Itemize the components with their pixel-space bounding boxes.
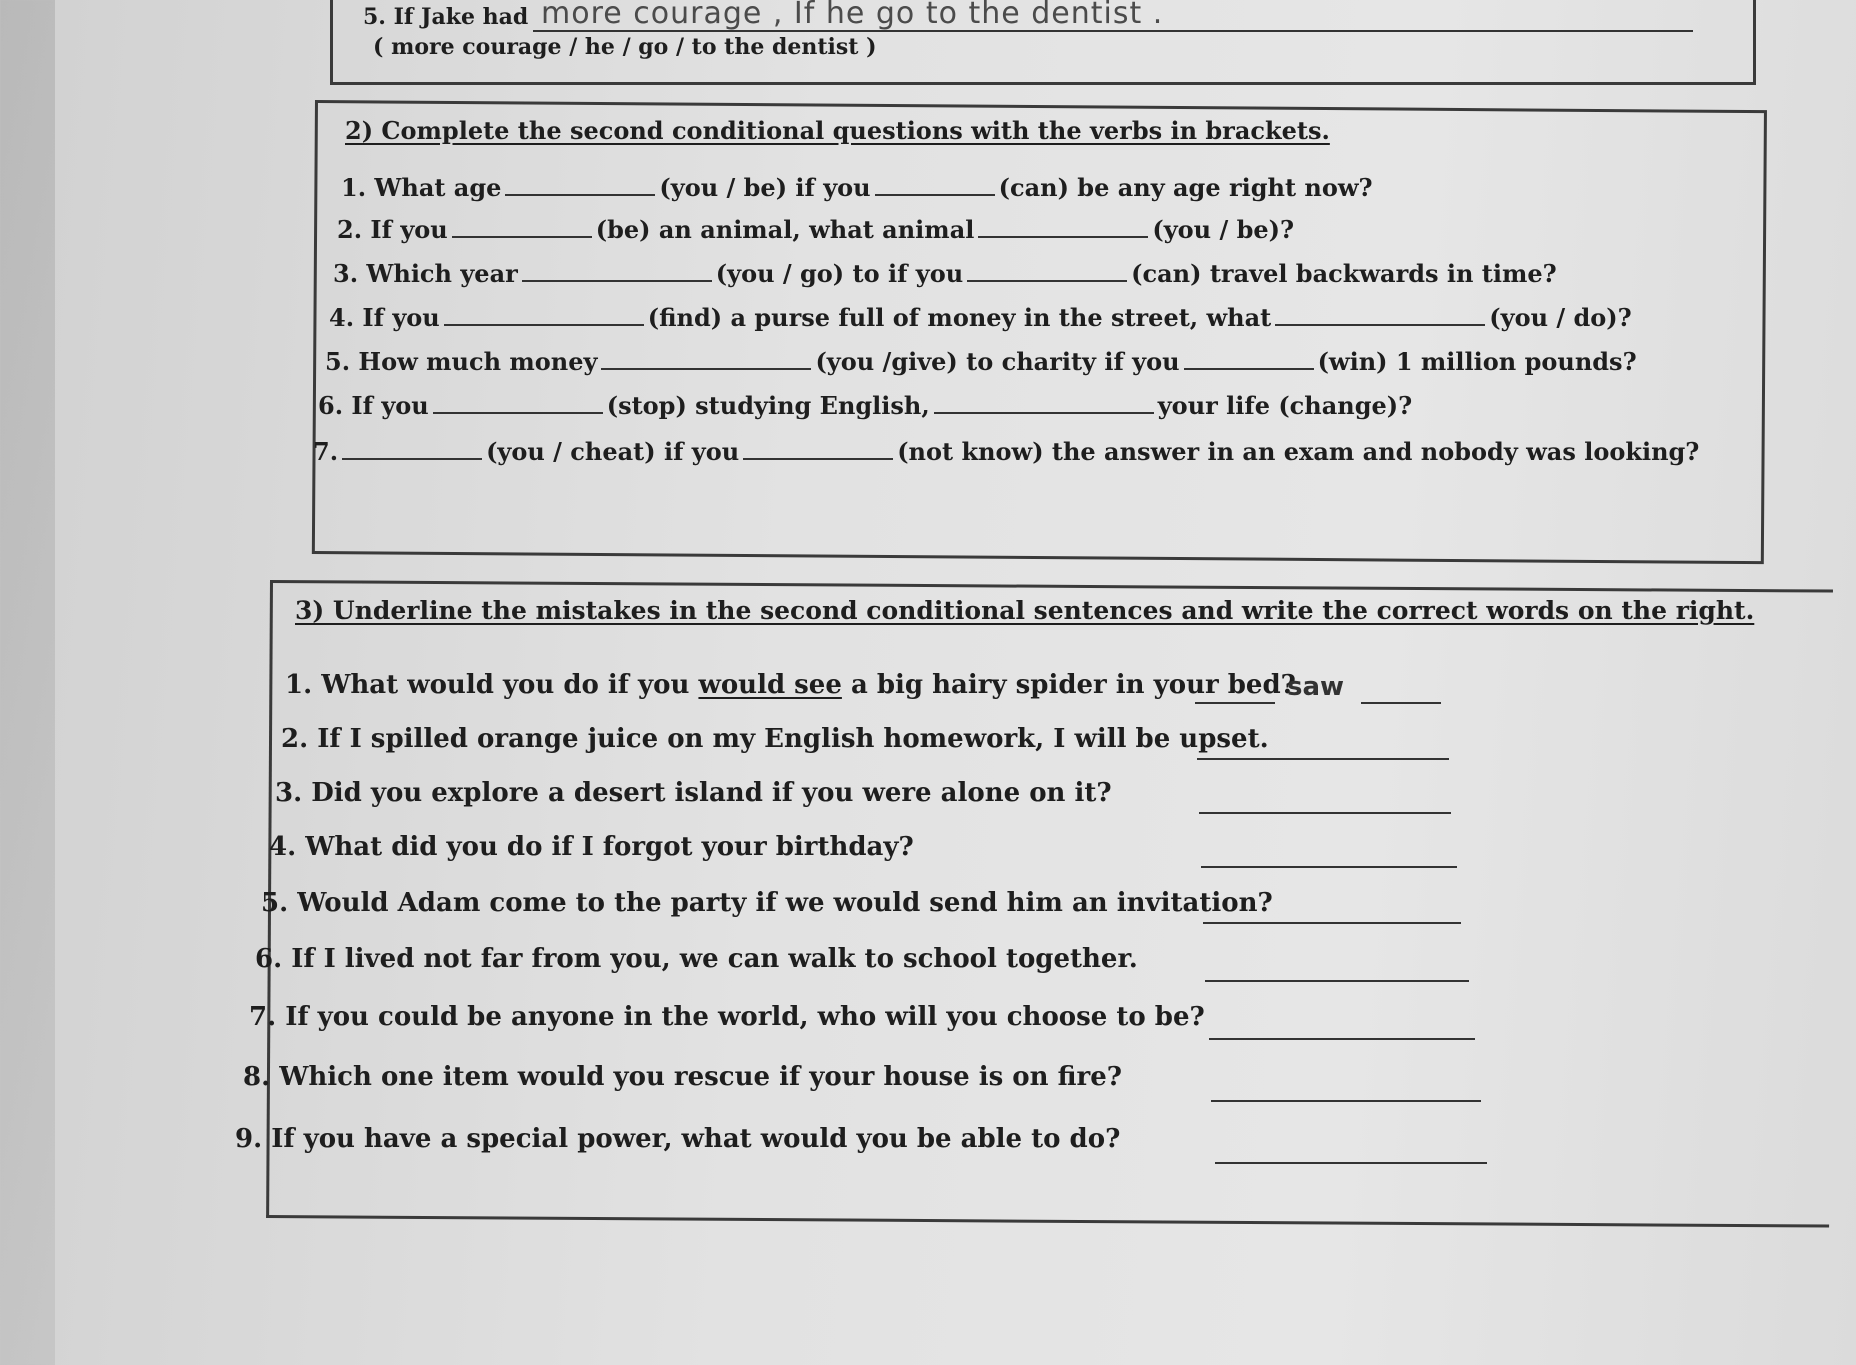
- ex2-q3-part-c: (can) travel backwards in time?: [1131, 259, 1557, 288]
- ex3-sentence-3: 3. Did you explore a desert island if you were alone on it?: [275, 778, 1112, 808]
- ex2-q2-part-b: (be) an animal, what animal: [595, 215, 975, 244]
- ex2-question-7: [313, 436, 1699, 466]
- ex2-question-2: [337, 214, 1294, 244]
- ex2-q4-part-b: (find) a purse full of money in the street, what: [647, 303, 1272, 332]
- answer-blank[interactable]: [743, 436, 893, 460]
- answer-blank[interactable]: [505, 172, 655, 196]
- ex2-q5-part-c: (win) 1 million pounds?: [1317, 347, 1637, 376]
- ex1-q5-hint: ( more courage / he / go / to the dentist ): [373, 34, 877, 60]
- ex3-heading: 3) Underline the mistakes in the second conditional sentences and write the correct words on the right.: [295, 596, 1755, 625]
- ex1-q5-prefix: 5. If Jake had: [363, 4, 529, 30]
- ex2-q1-part-c: (can) be any age right now?: [998, 173, 1373, 202]
- ex2-q3-part-a: 3. Which year: [333, 259, 518, 288]
- ex3-s6-answer-line[interactable]: [1205, 980, 1469, 982]
- ex2-question-4: [329, 302, 1632, 332]
- ex2-question-6: [318, 390, 1412, 420]
- ex3-sentence-6: 6. If I lived not far from you, we can walk to school together.: [255, 944, 1138, 974]
- exercise-2-box: [312, 100, 1767, 564]
- ex3-s3-answer-line[interactable]: [1199, 812, 1451, 814]
- answer-blank[interactable]: [934, 390, 1154, 414]
- ex3-sentence-5: 5. Would Adam come to the party if we would send him an invitation?: [261, 888, 1273, 918]
- ex3-s7-answer-line[interactable]: [1209, 1038, 1475, 1040]
- ex3-sentence-1: [285, 670, 1296, 700]
- ex3-s4-answer-line[interactable]: [1201, 866, 1457, 868]
- ex2-question-1: [341, 172, 1373, 202]
- ex2-question-5: [325, 346, 1637, 376]
- ex2-heading: 2) Complete the second conditional questions with the verbs in brackets.: [345, 116, 1330, 145]
- ex2-q2-part-a: 2. If you: [337, 215, 448, 244]
- worksheet-page: [55, 0, 1856, 1365]
- ex3-s1-post: a big hairy spider in your bed?: [841, 670, 1296, 700]
- ex3-s1-underlined-mistake: would see: [698, 670, 842, 700]
- answer-blank[interactable]: [1184, 346, 1314, 370]
- answer-blank[interactable]: [522, 258, 712, 282]
- ex2-q6-part-c: your life (change)?: [1157, 391, 1413, 420]
- ex3-sentence-8: 8. Which one item would you rescue if your house is on fire?: [243, 1062, 1122, 1092]
- ex2-q4-part-a: 4. If you: [329, 303, 440, 332]
- ex2-q2-part-c: (you / be)?: [1152, 215, 1295, 244]
- answer-blank[interactable]: [433, 390, 603, 414]
- ex2-q4-part-c: (you / do)?: [1489, 303, 1632, 332]
- ex2-q1-part-b: (you / be) if you: [659, 173, 871, 202]
- ex1-q5-handwritten-answer: more courage , If he go to the dentist .: [541, 0, 1164, 31]
- ex3-sentence-2: 2. If I spilled orange juice on my English homework, I will be upset.: [281, 724, 1269, 754]
- ex2-question-3: [333, 258, 1557, 288]
- ex2-q7-part-b: (you / cheat) if you: [486, 437, 740, 466]
- answer-blank[interactable]: [444, 302, 644, 326]
- ex2-q5-part-a: 5. How much money: [325, 347, 598, 376]
- ex2-q6-part-a: 6. If you: [318, 391, 429, 420]
- ex3-s2-answer-line[interactable]: [1197, 758, 1449, 760]
- answer-blank[interactable]: [978, 214, 1148, 238]
- ex3-sentence-9: 9. If you have a special power, what would you be able to do?: [235, 1124, 1121, 1154]
- ex3-s1-answer-line-right: [1361, 702, 1441, 704]
- ex3-sentence-4: 4. What did you do if I forgot your birthday?: [269, 832, 914, 862]
- answer-blank[interactable]: [601, 346, 811, 370]
- ex2-q7-part-c: (not know) the answer in an exam and nobody was looking?: [897, 437, 1700, 466]
- ex3-s9-answer-line[interactable]: [1215, 1162, 1487, 1164]
- ex2-q3-part-b: (you / go) to if you: [715, 259, 964, 288]
- ex2-q6-part-b: (stop) studying English,: [606, 391, 930, 420]
- answer-blank[interactable]: [967, 258, 1127, 282]
- ex3-s8-answer-line[interactable]: [1211, 1100, 1481, 1102]
- ex3-s1-answer-line-left: [1195, 702, 1275, 704]
- ex3-s5-answer-line[interactable]: [1203, 922, 1461, 924]
- ex2-q5-part-b: (you /give) to charity if you: [815, 347, 1180, 376]
- ex3-sentence-7: 7. If you could be anyone in the world, who will you choose to be?: [249, 1002, 1205, 1032]
- answer-blank[interactable]: [1275, 302, 1485, 326]
- ex2-q7-part-a: 7.: [313, 437, 339, 466]
- ex3-s1-answer: saw: [1287, 672, 1345, 702]
- answer-blank[interactable]: [342, 436, 482, 460]
- answer-blank[interactable]: [452, 214, 592, 238]
- ex3-s1-pre: 1. What would you do if you: [285, 670, 699, 700]
- ex2-q1-part-a: 1. What age: [341, 173, 502, 202]
- answer-blank[interactable]: [875, 172, 995, 196]
